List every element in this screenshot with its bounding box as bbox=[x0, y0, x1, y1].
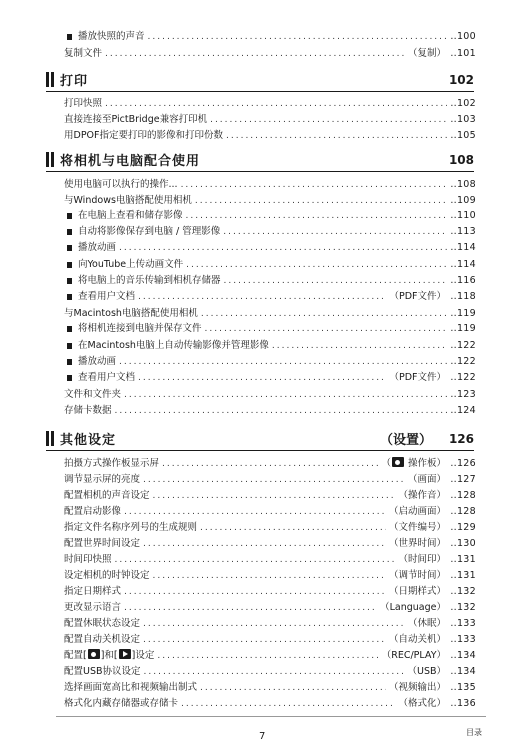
entry-page: ..116 bbox=[450, 275, 476, 286]
toc-entry[interactable] bbox=[64, 553, 476, 567]
entry-page: ..133 bbox=[450, 618, 476, 629]
leader-dots bbox=[105, 47, 405, 61]
entry-note: （PDF文件） bbox=[389, 291, 446, 302]
entry-page: ..119 bbox=[450, 323, 476, 334]
page-number: 7 bbox=[259, 731, 266, 742]
entry-label: 打印快照 bbox=[64, 98, 103, 109]
toc-entry[interactable] bbox=[64, 569, 476, 583]
entry-label: 时间印快照 bbox=[64, 554, 112, 565]
section-page: 102 bbox=[448, 72, 474, 87]
leader-dots bbox=[124, 505, 386, 519]
entry-label: 与Macintosh电脑搭配使用相机 bbox=[64, 308, 198, 319]
toc-entry[interactable] bbox=[64, 633, 476, 647]
entry-page: ..124 bbox=[450, 405, 476, 416]
toc-entry[interactable] bbox=[64, 473, 476, 487]
entry-note: （REC/PLAY） bbox=[381, 650, 446, 661]
bullet-icon bbox=[67, 343, 72, 349]
toc-entry[interactable] bbox=[67, 322, 476, 336]
bullet-icon bbox=[67, 229, 72, 235]
bullet-icon bbox=[67, 34, 72, 40]
section-header-other[interactable] bbox=[46, 427, 474, 451]
entry-page: ..113 bbox=[450, 226, 476, 237]
toc-entry[interactable] bbox=[64, 505, 476, 519]
note-close: 操作板） bbox=[404, 458, 446, 469]
toc-entry[interactable] bbox=[67, 241, 476, 255]
entry-note bbox=[381, 457, 446, 471]
leader-dots bbox=[143, 473, 405, 487]
entry-page: ..108 bbox=[450, 179, 476, 190]
leader-dots bbox=[272, 339, 447, 353]
section-marker-icon bbox=[46, 152, 54, 167]
entry-label: 播放动画 bbox=[78, 356, 117, 367]
toc-entry[interactable] bbox=[64, 113, 476, 127]
toc-entry[interactable] bbox=[64, 307, 476, 321]
leader-dots bbox=[144, 665, 405, 679]
entry-label: 播放动画 bbox=[78, 242, 117, 253]
leader-dots bbox=[143, 633, 386, 647]
entry-note: （休眠） bbox=[407, 618, 446, 629]
bullet-icon bbox=[67, 375, 72, 381]
bullet-icon bbox=[67, 294, 72, 300]
section-marker-icon bbox=[46, 431, 54, 446]
toc-entry[interactable] bbox=[64, 489, 476, 503]
leader-dots bbox=[105, 97, 447, 111]
leader-dots bbox=[195, 194, 447, 208]
leader-dots bbox=[223, 225, 447, 239]
entry-label: 在电脑上查看和储存影像 bbox=[78, 210, 183, 221]
toc-entry[interactable] bbox=[64, 388, 476, 402]
entry-page: ..122 bbox=[450, 356, 476, 367]
entry-page: ..122 bbox=[450, 372, 476, 383]
toc-entry[interactable] bbox=[64, 457, 476, 471]
entry-label: 查看用户文档 bbox=[78, 372, 136, 383]
entry-note: （视频输出） bbox=[388, 682, 446, 693]
entry-label: 调节显示屏的亮度 bbox=[64, 474, 141, 485]
entry-page: ..129 bbox=[450, 522, 476, 533]
entry-label: 使用电脑可以执行的操作... bbox=[64, 179, 178, 190]
note-open: （ bbox=[381, 458, 391, 469]
entry-page: ..103 bbox=[450, 114, 476, 125]
leader-dots bbox=[200, 681, 386, 695]
entry-note: （启动画面） bbox=[388, 506, 446, 517]
leader-dots bbox=[181, 697, 395, 711]
section-header-print[interactable] bbox=[46, 68, 474, 92]
entry-label: 拍摄方式操作板显示屏 bbox=[64, 458, 160, 469]
leader-dots bbox=[205, 322, 447, 336]
entry-label: 更改显示语言 bbox=[64, 602, 122, 613]
toc-entry[interactable] bbox=[67, 258, 476, 272]
toc-entry[interactable] bbox=[64, 601, 476, 615]
entry-note: （日期样式） bbox=[388, 586, 446, 597]
section-header-computer[interactable] bbox=[46, 148, 474, 172]
entry-page: ..126 bbox=[450, 458, 476, 469]
entry-label bbox=[64, 649, 154, 663]
entry-label: 配置相机的声音设定 bbox=[64, 490, 150, 501]
entry-note: （世界时间） bbox=[388, 538, 446, 549]
bullet-icon bbox=[67, 326, 72, 332]
entry-note: （时间印） bbox=[398, 554, 446, 565]
leader-dots bbox=[143, 617, 405, 631]
leader-dots bbox=[162, 457, 378, 471]
toc-entry[interactable] bbox=[64, 585, 476, 599]
panel-icon bbox=[392, 457, 404, 467]
entry-note: （自动关机） bbox=[388, 634, 446, 645]
section-page: 108 bbox=[448, 152, 474, 167]
toc-entry[interactable] bbox=[64, 97, 476, 111]
toc-entry[interactable] bbox=[64, 681, 476, 695]
entry-label: 选择画面宽高比和视频输出制式 bbox=[64, 682, 198, 693]
entry-note: （复制） bbox=[407, 48, 446, 59]
toc-entry[interactable] bbox=[64, 47, 476, 61]
entry-note: （PDF文件） bbox=[389, 372, 446, 383]
entry-label: 与Windows电脑搭配使用相机 bbox=[64, 195, 192, 206]
entry-note: （USB） bbox=[407, 666, 446, 677]
toc-entry[interactable] bbox=[67, 225, 476, 239]
bullet-icon bbox=[67, 213, 72, 219]
toc-entry[interactable] bbox=[67, 371, 476, 385]
leader-dots bbox=[181, 178, 447, 192]
leader-dots bbox=[157, 649, 378, 663]
leader-dots bbox=[186, 258, 447, 272]
toc-entry[interactable] bbox=[67, 355, 476, 369]
entry-page: ..101 bbox=[450, 48, 476, 59]
entry-label: 向YouTube上传动画文件 bbox=[78, 259, 184, 270]
bullet-icon bbox=[67, 245, 72, 251]
toc-entry[interactable] bbox=[67, 30, 476, 44]
leader-dots bbox=[210, 113, 447, 127]
entry-page: ..134 bbox=[450, 666, 476, 677]
entry-page: ..122 bbox=[450, 340, 476, 351]
leader-dots bbox=[124, 601, 377, 615]
section-note: （设置） bbox=[379, 433, 432, 448]
entry-label: 播放快照的声音 bbox=[78, 31, 145, 42]
toc-entry[interactable] bbox=[64, 697, 476, 711]
entry-page: ..132 bbox=[450, 586, 476, 597]
entry-label: 复制文件 bbox=[64, 48, 103, 59]
play-icon bbox=[119, 649, 131, 659]
toc-entry[interactable] bbox=[64, 537, 476, 551]
section-title: 将相机与电脑配合使用 bbox=[60, 154, 201, 169]
toc-entry[interactable] bbox=[64, 178, 476, 192]
entry-page: ..133 bbox=[450, 634, 476, 645]
leader-dots bbox=[153, 569, 386, 583]
entry-label: 设定相机的时钟设定 bbox=[64, 570, 150, 581]
section-title: 打印 bbox=[60, 74, 89, 89]
entry-page: ..127 bbox=[450, 474, 476, 485]
entry-label: 配置启动影像 bbox=[64, 506, 122, 517]
section-title: 其他设定 bbox=[60, 433, 117, 448]
toc-entry[interactable] bbox=[67, 209, 476, 223]
entry-label: 存储卡数据 bbox=[64, 405, 112, 416]
section-page: 126 bbox=[448, 431, 474, 446]
leader-dots bbox=[138, 290, 386, 304]
toc-entry[interactable] bbox=[64, 617, 476, 631]
entry-page: ..114 bbox=[450, 242, 476, 253]
entry-label: 用DPOF指定要打印的影像和打印份数 bbox=[64, 130, 223, 141]
bullet-icon bbox=[67, 278, 72, 284]
toc-entry[interactable] bbox=[67, 290, 476, 304]
leader-dots bbox=[153, 489, 396, 503]
entry-page: ..105 bbox=[450, 130, 476, 141]
entry-page: ..130 bbox=[450, 538, 476, 549]
leader-dots bbox=[186, 209, 447, 223]
entry-page: ..114 bbox=[450, 259, 476, 270]
toc-entry[interactable] bbox=[67, 339, 476, 353]
entry-page: ..119 bbox=[450, 308, 476, 319]
entry-label: 文件和文件夹 bbox=[64, 389, 122, 400]
toc-entry[interactable] bbox=[64, 649, 476, 663]
leader-dots bbox=[143, 537, 386, 551]
entry-note: （操作音） bbox=[398, 490, 446, 501]
bullet-icon bbox=[67, 359, 72, 365]
entry-page: ..128 bbox=[450, 490, 476, 501]
entry-label: 查看用户文档 bbox=[78, 291, 136, 302]
entry-label: 配置USB协议设定 bbox=[64, 666, 141, 677]
section-marker-icon bbox=[46, 72, 54, 87]
entry-label: 指定日期样式 bbox=[64, 586, 122, 597]
entry-page: ..102 bbox=[450, 98, 476, 109]
leader-dots bbox=[224, 274, 447, 288]
entry-label: 配置世界时间设定 bbox=[64, 538, 141, 549]
entry-label: 配置休眠状态设定 bbox=[64, 618, 141, 629]
leader-dots bbox=[201, 307, 447, 321]
entry-page: ..123 bbox=[450, 389, 476, 400]
entry-page: ..128 bbox=[450, 506, 476, 517]
leader-dots bbox=[119, 241, 447, 255]
entry-label: 将电脑上的音乐传输到相机存储器 bbox=[78, 275, 221, 286]
entry-page: ..136 bbox=[450, 698, 476, 709]
entry-label: 格式化内藏存储器或存储卡 bbox=[64, 698, 179, 709]
toc-entry[interactable] bbox=[64, 194, 476, 208]
bullet-icon bbox=[67, 262, 72, 268]
entry-page: ..131 bbox=[450, 554, 476, 565]
footer-divider bbox=[56, 716, 486, 717]
label-part: ]设定 bbox=[131, 650, 155, 661]
entry-page: ..109 bbox=[450, 195, 476, 206]
entry-label: 指定文件名称序列号的生成规则 bbox=[64, 522, 198, 533]
entry-label: 配置自动关机设定 bbox=[64, 634, 141, 645]
leader-dots bbox=[115, 553, 396, 567]
leader-dots bbox=[115, 404, 447, 418]
entry-page: ..132 bbox=[450, 602, 476, 613]
entry-label: 自动将影像保存到电脑 / 管理影像 bbox=[78, 226, 221, 237]
label-part: 配置[ bbox=[64, 650, 87, 661]
entry-page: ..134 bbox=[450, 650, 476, 661]
label-part: ]和[ bbox=[100, 650, 118, 661]
entry-page: ..100 bbox=[450, 31, 476, 42]
toc-entry[interactable] bbox=[67, 274, 476, 288]
entry-page: ..135 bbox=[450, 682, 476, 693]
entry-page: ..131 bbox=[450, 570, 476, 581]
leader-dots bbox=[138, 371, 386, 385]
toc-entry[interactable] bbox=[64, 665, 476, 679]
entry-label: 直接连接至PictBridge兼容打印机 bbox=[64, 114, 208, 125]
toc-entry[interactable] bbox=[64, 521, 476, 535]
toc-entry[interactable] bbox=[64, 129, 476, 143]
toc-entry[interactable] bbox=[64, 404, 476, 418]
footer-label[interactable]: 目录 bbox=[466, 728, 482, 737]
leader-dots bbox=[124, 585, 386, 599]
entry-note: （格式化） bbox=[398, 698, 446, 709]
entry-note: （文件编号） bbox=[388, 522, 446, 533]
leader-dots bbox=[226, 129, 447, 143]
entry-page: ..110 bbox=[450, 210, 476, 221]
entry-note: （画面） bbox=[407, 474, 446, 485]
entry-page: ..118 bbox=[450, 291, 476, 302]
leader-dots bbox=[119, 355, 447, 369]
camera-icon bbox=[88, 649, 100, 659]
entry-note: （Language） bbox=[380, 602, 446, 613]
entry-note: （调节时间） bbox=[388, 570, 446, 581]
entry-label: 在Macintosh电脑上自动传输影像并管理影像 bbox=[78, 340, 269, 351]
leader-dots bbox=[124, 388, 447, 402]
leader-dots bbox=[148, 30, 447, 44]
entry-label: 将相机连接到电脑并保存文件 bbox=[78, 323, 202, 334]
leader-dots bbox=[200, 521, 386, 535]
